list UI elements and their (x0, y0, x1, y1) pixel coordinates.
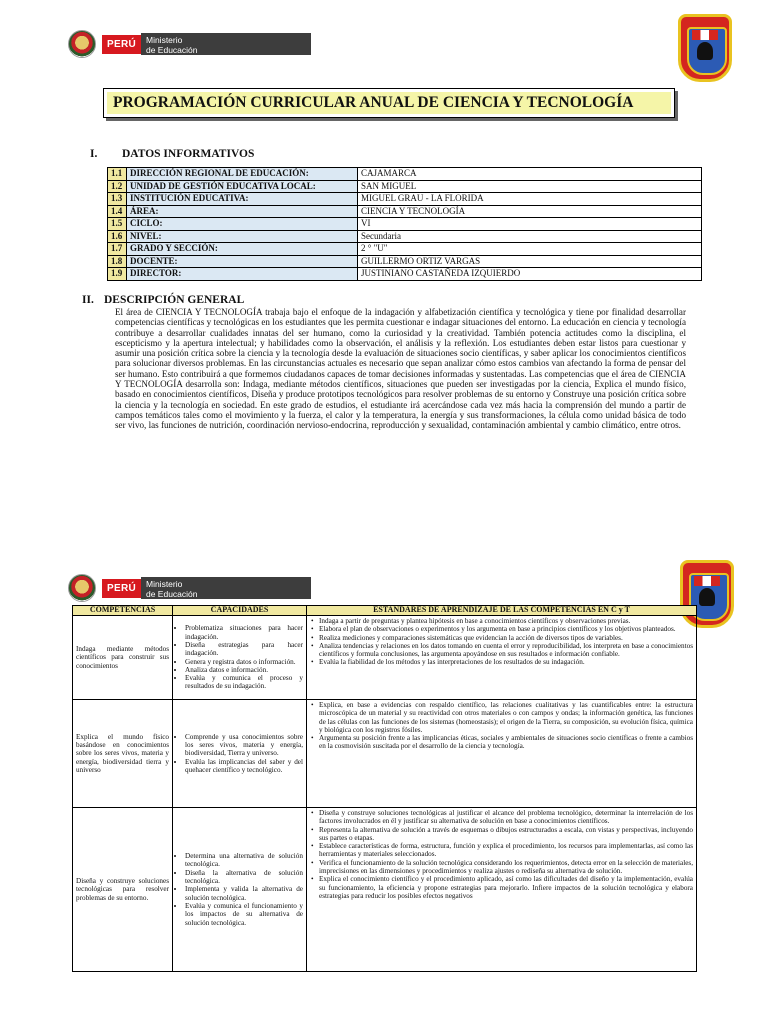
minedu-logo (68, 30, 311, 58)
datos-table (107, 167, 702, 281)
datos-label: DIRECCIÓN REGIONAL DE EDUCACIÓN: (127, 168, 358, 181)
estandares-cell (307, 700, 697, 808)
datos-row (108, 205, 702, 218)
datos-value: CAJAMARCA (358, 168, 702, 181)
competencia-row (73, 700, 697, 808)
datos-value: SAN MIGUEL (358, 180, 702, 193)
competencia-cell: Explica el mundo físico basándose en conocimientos sobre los seres vivos, materia y energía, biodiversidad tierra y universo (73, 700, 173, 808)
datos-num: 1.4 (108, 205, 127, 218)
datos-label: ÁREA: (127, 205, 358, 218)
capacidad-item: • Comprende y usa conocimientos sobre los seres vivos, materia y energía, biodiversidad, Tierra y universo. (185, 733, 303, 758)
capacidad-item: • Evalúa y comunica el proceso y resultados de su indagación. (185, 674, 303, 691)
estandar-item: • Realiza mediciones y comparaciones sistemáticas que evidencian la acción de diversos tipos de variables. (319, 634, 693, 642)
datos-value: JUSTINIANO CASTAÑEDA IZQUIERDO (358, 268, 702, 281)
competencia-row (73, 808, 697, 972)
minedu-logo-2 (68, 574, 311, 602)
ministerio-line2: de Educación (145, 45, 198, 55)
competencia-cell: Indaga mediante métodos científicos para construir sus conocimientos (73, 616, 173, 700)
capacidad-item: • Evalúa y comunica el funcionamiento y los impactos de su alternativa de solución tecnológica. (185, 902, 303, 927)
datos-row (108, 255, 702, 268)
estandar-item: • Indaga a partir de preguntas y plantea hipótesis en base a conocimientos científicos y observaciones previas. (319, 617, 693, 625)
estandar-item: • Establece características de forma, estructura, función y explica el procedimiento, los recursos para implementarlas, así como las herramientas y materiales seleccionados. (319, 842, 693, 859)
datos-row (108, 268, 702, 281)
capacidad-item: • Diseña la alternativa de solución tecnológica. (185, 869, 303, 886)
datos-value: 2 ° "U" (358, 243, 702, 256)
estandar-item: • Explica el conocimiento científico y el procedimiento aplicado, así como las dificultades del diseño y la implementación, evalúa su funcionamiento, la eficiencia y propone estrategias para mejorarlo. Infiere impactos de la solución tecnológica y elabora estrategias para reducir los posibles efectos negativos (319, 875, 693, 900)
section1-heading: DATOS INFORMATIVOS (122, 148, 255, 160)
datos-num: 1.6 (108, 230, 127, 243)
datos-row (108, 243, 702, 256)
capacidad-item: • Implementa y valida la alternativa de solución tecnológica. (185, 885, 303, 902)
section2-num: II. (82, 294, 94, 306)
section2-heading: DESCRIPCIÓN GENERAL (104, 294, 245, 306)
datos-num: 1.5 (108, 218, 127, 231)
datos-row (108, 218, 702, 231)
datos-value: Secundaria (358, 230, 702, 243)
estandar-item: • Argumenta su posición frente a las implicancias éticas, sociales y ambientales de situaciones socio científicas o frente a cambios en la cosmovisión suscitada por el desarrollo de la ciencia y tecnología. (319, 734, 693, 751)
document-title-box (103, 88, 675, 118)
datos-label: CICLO: (127, 218, 358, 231)
document-title: PROGRAMACIÓN CURRICULAR ANUAL DE CIENCIA Y TECNOLOGÍA (107, 92, 671, 114)
estandar-item: • Evalúa la fiabilidad de los métodos y las interpretaciones de los resultados de su indagación. (319, 658, 693, 666)
capacidad-item: • Analiza datos e información. (185, 666, 303, 674)
datos-row (108, 168, 702, 181)
ministerio-label (141, 33, 311, 55)
school-shield-icon (678, 14, 732, 82)
capacidad-item: • Diseña estrategias para hacer indagación. (185, 641, 303, 658)
peru-label: PERÚ (102, 35, 141, 54)
capacidad-item: • Evalúa las implicancias del saber y del quehacer científico y tecnológico. (185, 758, 303, 775)
competencia-row (73, 616, 697, 700)
section1-num: I. (90, 148, 98, 160)
peru-coat-of-arms-icon-2 (68, 574, 96, 602)
datos-num: 1.8 (108, 255, 127, 268)
estandar-item: • Verifica el funcionamiento de la solución tecnológica considerando los requerimientos, detecta error en la selección de materiales, imprecisiones en las dimensiones y procedimientos y realiza ajustes o rediseña su alternativa de solución. (319, 859, 693, 876)
datos-value: CIENCIA Y TECNOLOGÍA (358, 205, 702, 218)
datos-value: VI (358, 218, 702, 231)
capacidad-item: • Determina una alternativa de solución tecnológica. (185, 852, 303, 869)
estandar-item: • Explica, en base a evidencias con respaldo científico, las relaciones cualitativas y las cuantificables entre: la estructura microscópica de un material y su reactividad con otros materiales o con campos y ondas; la información genética, las funciones de las células con las funciones de los sistemas (homeostasis); el origen de la Tierra, su composición, su evolución física, química y biológica con los registros fósiles. (319, 701, 693, 734)
competencia-cell: Diseña y construye soluciones tecnológicas para resolver problemas de su entorno. (73, 808, 173, 972)
estandar-item: • Diseña y construye soluciones tecnológicas al justificar el alcance del problema tecnológico, determinar la interrelación de los factores involucrados en él y justificar su alternativa de solución en base a conocimientos científicos. (319, 809, 693, 826)
estandares-cell (307, 616, 697, 700)
ministerio-label-2 (141, 577, 311, 599)
datos-label: DIRECTOR: (127, 268, 358, 281)
capacidades-cell (173, 808, 307, 972)
ministerio-line1: Ministerio (145, 35, 183, 45)
datos-num: 1.3 (108, 193, 127, 206)
datos-num: 1.9 (108, 268, 127, 281)
datos-num: 1.7 (108, 243, 127, 256)
estandar-item: • Representa la alternativa de solución a través de esquemas o dibujos estructurados a escala, con vistas y perspectivas, incluyendo sus partes o etapas. (319, 826, 693, 843)
estandares-cell (307, 808, 697, 972)
ministerio-line1-2: Ministerio (145, 579, 183, 589)
competencias-table (72, 605, 697, 972)
datos-row (108, 180, 702, 193)
datos-value: GUILLERMO ORTIZ VARGAS (358, 255, 702, 268)
capacidad-item: • Genera y registra datos o información. (185, 658, 303, 666)
datos-row (108, 193, 702, 206)
ministerio-line2-2: de Educación (145, 589, 198, 599)
capacidad-item: • Problematiza situaciones para hacer indagación. (185, 624, 303, 641)
descripcion-text: El área de CIENCIA Y TECNOLOGÍA trabaja bajo el enfoque de la indagación y alfabetización científica y tecnológica y tiene por finalidad desarrollar competencias científicas y tecnológicas en los estudiantes que les permita cuestionar e indagar situaciones del entorno. La educación en ciencia y tecnología contribuye a desarrollar cualidades innatas del ser humano, como la curiosidad y la creatividad. También potencia actitudes como la disciplina, el escepticismo y la apertura intelectual; y habilidades como la observación, el análisis y la reflexión. Los estudiantes deben estar listos para cuestionar y asumir una posición crítica sobre la ciencia y la tecnología desde la evaluación de situaciones socio científicas, y saber aplicar los conocimientos científicos para solucionar diversos problemas. En las circunstancias actuales es necesario que sepan analizar cómo estos cambios van afectando la forma de pensar del ser humano. Esto contribuirá a que formemos ciudadanos capaces de tomar decisiones informadas y sustentadas. Las competencias que el área de CIENCIA Y TECNOLOGÍA desarrolla son: Indaga, mediante métodos científicos, situaciones que pueden ser investigadas por la ciencia, Explica el mundo físico, basado en conocimientos científicos, Diseña y produce prototipos tecnológicos para resolver problemas de su entorno y Construye una posición crítica sobre la ciencia y la tecnología en sociedad. En este grado de estudios, el estudiante irá acercándose cada vez más hacia la comprensión del mundo a partir de campos temáticos tales como el movimiento y la fuerza, el calor y la temperatura, la energía y sus transformaciones, la célula como unidad básica de todo ser vivo, las funciones de nutrición, coordinación nervioso-endocrina, reproducción y sexualidad, contaminación ambiental y cambio climático, entre otros. (115, 307, 686, 431)
capacidades-cell (173, 700, 307, 808)
datos-label: GRADO Y SECCIÓN: (127, 243, 358, 256)
datos-num: 1.2 (108, 180, 127, 193)
datos-row (108, 230, 702, 243)
datos-label: INSTITUCIÓN EDUCATIVA: (127, 193, 358, 206)
datos-value: MIGUEL GRAU - LA FLORIDA (358, 193, 702, 206)
estandar-item: • Elabora el plan de observaciones o experimentos y los argumenta en base a principios científicos y los objetivos planteados. (319, 625, 693, 633)
col-header-competencias: COMPETENCIAS (73, 606, 173, 616)
datos-label: UNIDAD DE GESTIÓN EDUCATIVA LOCAL: (127, 180, 358, 193)
peru-label-2: PERÚ (102, 579, 141, 598)
capacidades-cell (173, 616, 307, 700)
peru-coat-of-arms-icon (68, 30, 96, 58)
datos-label: NIVEL: (127, 230, 358, 243)
datos-num: 1.1 (108, 168, 127, 181)
estandar-item: • Analiza tendencias y relaciones en los datos tomando en cuenta el error y reproducibilidad, los interpreta en base a conocimientos científicos y formula conclusiones, las argumenta apoyándose en sus resultados e información confiable. (319, 642, 693, 659)
col-header-capacidades: CAPACIDADES (173, 606, 307, 616)
datos-label: DOCENTE: (127, 255, 358, 268)
col-header-estandares: ESTANDARES DE APRENDIZAJE DE LAS COMPETENCIAS EN C y T (307, 606, 697, 616)
